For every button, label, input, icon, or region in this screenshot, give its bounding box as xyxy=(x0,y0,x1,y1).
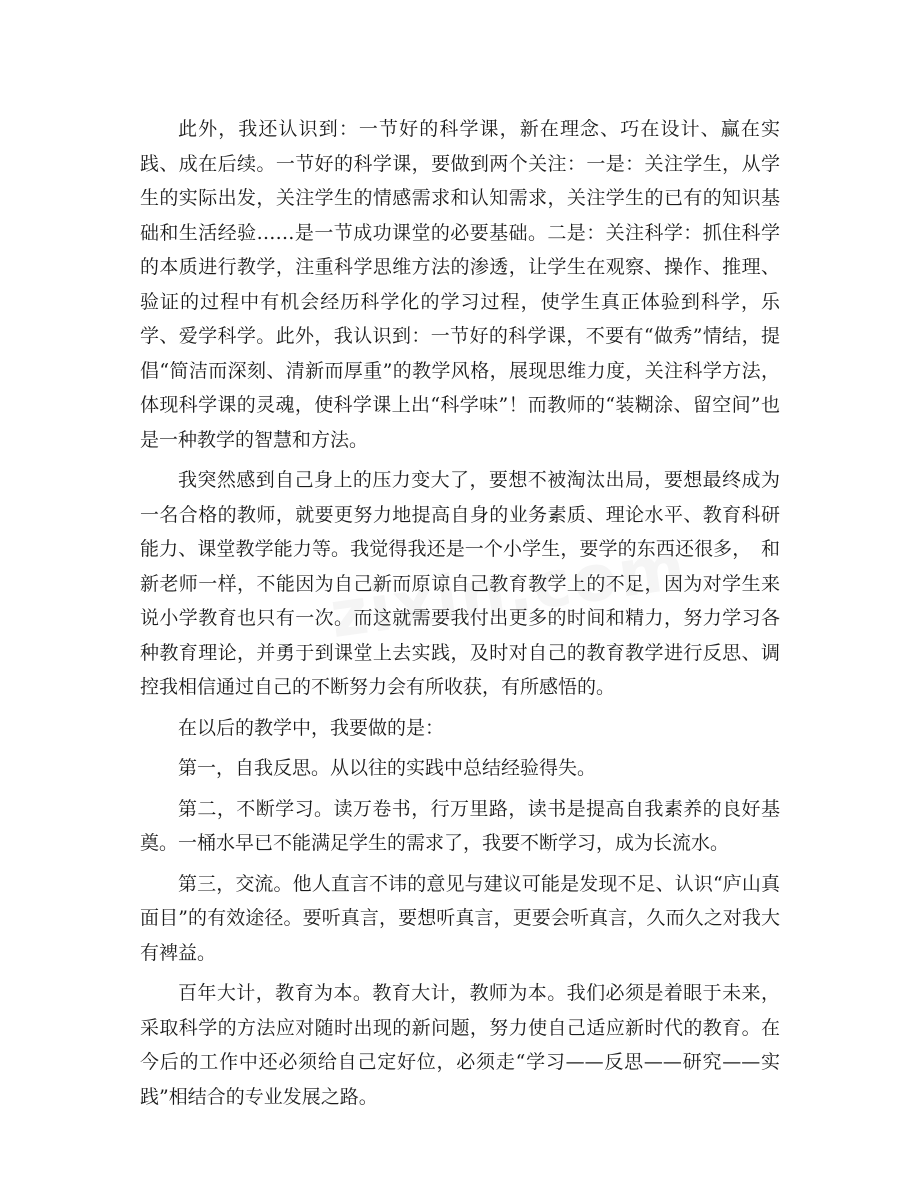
paragraph-2: 我突然感到自己身上的压力变大了，要想不被淘汰出局，要想最终成为一名合格的教师，就要更努力地提高自身的业务素质、理论水平、教育科研能力、课堂教学能力等。我觉得我还是一个小学生，要学的东西还很多， 和新老师一样，不能因为自己新而原谅自己教育教学上的不足，因为对学生来说小学教育也只有一次。而这就需要我付出更多的时间和精力，努力学习各种教育理论，并勇于到课堂上去实践，及时对自己的教育教学进行反思、调控我相信通过自己的不断努力会有所收获，有所感悟的。 xyxy=(140,469,780,698)
document-body xyxy=(140,112,780,1120)
paragraph-3: 在以后的教学中，我要做的是： xyxy=(178,716,445,739)
paragraph-7: 百年大计，教育为本。教育大计，教师为本。我们必须是着眼于未来，采取科学的方法应对随时出现的新问题，努力使自己适应新时代的教育。在今后的工作中还必须给自己定好位，必须走“学习——反思——研究——实践”相结合的专业发展之路。 xyxy=(140,982,780,1108)
paragraph-1: 此外，我还认识到：一节好的科学课，新在理念、巧在设计、赢在实践、成在后续。一节好的科学课，要做到两个关注：一是：关注学生，从学生的实际出发，关注学生的情感需求和认知需求，关注学生的已有的知识基础和生活经验……是一节成功课堂的必要基础。二是：关注科学：抓住科学的本质进行教学，注重科学思维方法的渗透，让学生在观察、操作、推理、验证的过程中有机会经历科学化的学习过程，使学生真正体验到科学，乐学、爱学科学。此外，我认识到：一节好的科学课，不要有“做秀”情结，提倡“简洁而深刻、清新而厚重”的教学风格，展现思维力度，关注科学方法，体现科学课的灵魂，使科学课上出“科学味”！而教师的“装糊涂、留空间”也是一种教学的智慧和方法。 xyxy=(140,118,780,451)
paragraph-4: 第一，自我反思。从以往的实践中总结经验得失。 xyxy=(178,757,597,779)
paragraph-5: 第二，不断学习。读万卷书，行万里路，读书是提高自我素养的良好基奠。一桶水早已不能满足学生的需求了，我要不断学习，成为长流水。 xyxy=(140,797,780,854)
paragraph-6: 第三，交流。他人直言不讳的意见与建议可能是发现不足、认识“庐山真面目”的有效途径。要听真言，要想听真言，更要会听真言，久而久之对我大有裨益。 xyxy=(140,872,780,964)
